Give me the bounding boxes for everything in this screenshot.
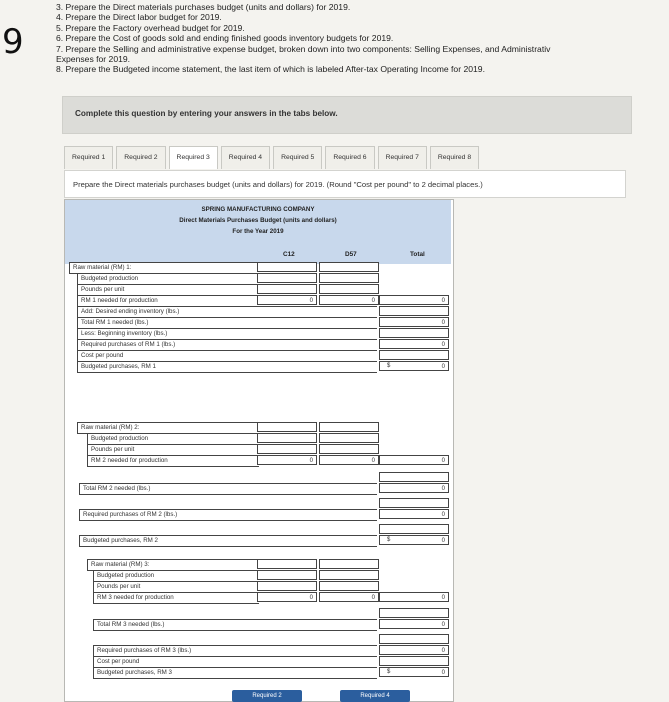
rm3-needed-d57: 0: [319, 592, 379, 602]
rm3-cost-per-pound-label: Cost per pound: [93, 656, 377, 668]
rm1-beginning-inventory-input[interactable]: [379, 328, 449, 338]
table-row: [65, 472, 451, 483]
rm3-required-purchases-label: Required purchases of RM 3 (lbs.): [93, 645, 377, 657]
rm2-needed-c12: 0: [257, 455, 317, 465]
rm2-pounds-c12-input[interactable]: [257, 444, 317, 454]
rm3-ending-inventory-input[interactable]: [379, 608, 449, 618]
instruction-line: 7. Prepare the Selling and administrative expense budget, broken down into two components: Selling Expenses, and Administrativ: [56, 43, 551, 54]
rm2-heading-d57: [319, 422, 379, 432]
tab-required-6[interactable]: Required 6: [325, 146, 374, 169]
prompt-text: Prepare the Direct materials purchases budget (units and dollars) for 2019. (Round "Cost per pound" to 2 decimal places.): [73, 180, 483, 189]
rm3-budgeted-production-d57-input[interactable]: [319, 570, 379, 580]
tab-required-4[interactable]: Required 4: [221, 146, 270, 169]
table-row: [65, 509, 451, 520]
required-tabs: [64, 146, 482, 170]
rm1-heading-c12: [257, 262, 317, 272]
table-row: [65, 498, 451, 509]
rm2-heading: Raw material (RM) 2:: [77, 422, 259, 434]
rm1-needed-d57: 0: [319, 295, 379, 305]
worksheet-header: [65, 200, 451, 264]
table-row: [65, 645, 451, 656]
rm2-needed-label: RM 2 needed for production: [87, 455, 259, 467]
table-row: [65, 619, 451, 630]
rm3-total-needed-label: Total RM 3 needed (lbs.): [93, 619, 377, 631]
rm3-total-needed-value: 0: [379, 619, 449, 629]
question-number: 9: [2, 22, 24, 62]
rm3-pounds-d57-input[interactable]: [319, 581, 379, 591]
table-row: [65, 306, 451, 317]
rm3-needed-c12: 0: [257, 592, 317, 602]
table-row: [65, 634, 451, 645]
rm3-needed-total: 0: [379, 592, 449, 602]
column-header-total: Total: [410, 251, 425, 258]
rm3-heading-d57: [319, 559, 379, 569]
rm1-pounds-per-unit-label: Pounds per unit: [77, 284, 259, 296]
rm3-pounds-c12-input[interactable]: [257, 581, 317, 591]
rm3-dollar-sign: $: [387, 669, 391, 675]
next-required-button[interactable]: Required 4: [340, 690, 410, 702]
instruction-line: 3. Prepare the Direct materials purchases budget (units and dollars) for 2019.: [56, 2, 351, 12]
rm1-pounds-d57-input[interactable]: [319, 284, 379, 294]
table-row: [65, 284, 451, 295]
instruction-line: 4. Prepare the Direct labor budget for 2019.: [56, 12, 222, 23]
rm1-cost-per-pound-input[interactable]: [379, 350, 449, 360]
rm3-heading-c12: [257, 559, 317, 569]
rm2-budgeted-production-label: Budgeted production: [87, 433, 259, 445]
rm2-needed-total: 0: [379, 455, 449, 465]
rm3-heading: Raw material (RM) 3:: [87, 559, 259, 571]
table-row: [65, 339, 451, 350]
instruction-line: 5. Prepare the Factory overhead budget for 2019.: [56, 22, 245, 33]
prev-required-button[interactable]: Required 2: [232, 690, 302, 702]
rm2-pounds-per-unit-label: Pounds per unit: [87, 444, 259, 456]
instruction-line: 6. Prepare the Cost of goods sold and ending finished goods inventory budgets for 2019.: [56, 33, 394, 44]
budget-worksheet: [64, 199, 454, 702]
rm3-budgeted-production-c12-input[interactable]: [257, 570, 317, 580]
table-row: [65, 455, 451, 466]
tab-required-1[interactable]: Required 1: [64, 146, 113, 169]
budget-period: For the Year 2019: [232, 228, 284, 235]
banner-text: Complete this question by entering your answers in the tabs below.: [75, 109, 338, 118]
rm1-required-purchases-label: Required purchases of RM 1 (lbs.): [77, 339, 377, 351]
table-row: [65, 570, 451, 581]
rm2-budgeted-production-c12-input[interactable]: [257, 433, 317, 443]
budget-title: Direct Materials Purchases Budget (units and dollars): [179, 217, 337, 224]
table-row: [65, 433, 451, 444]
rm3-required-purchases-value: 0: [379, 645, 449, 655]
rm3-budgeted-purchases-label: Budgeted purchases, RM 3: [93, 667, 377, 679]
rm1-required-purchases-value: 0: [379, 339, 449, 349]
rm3-pounds-per-unit-label: Pounds per unit: [93, 581, 259, 593]
table-row: [65, 483, 451, 494]
table-row: [65, 350, 451, 361]
rm2-ending-inventory-input[interactable]: [379, 472, 449, 482]
rm1-needed-total: 0: [379, 295, 449, 305]
table-row: [65, 262, 451, 273]
rm1-total-needed-value: 0: [379, 317, 449, 327]
table-row: [65, 656, 451, 667]
rm1-cost-per-pound-label: Cost per pound: [77, 350, 377, 362]
rm2-total-needed-label: Total RM 2 needed (lbs.): [79, 483, 377, 495]
table-row: [65, 273, 451, 284]
table-row: [65, 524, 451, 535]
rm1-budgeted-purchases-label: Budgeted purchases, RM 1: [77, 361, 377, 373]
rm3-budgeted-production-label: Budgeted production: [93, 570, 259, 582]
rm2-required-purchases-value: 0: [379, 509, 449, 519]
table-row: [65, 444, 451, 455]
rm2-needed-d57: 0: [319, 455, 379, 465]
rm1-budgeted-production-c12-input[interactable]: [257, 273, 317, 283]
tab-required-7[interactable]: Required 7: [378, 146, 427, 169]
question-prompt: [64, 170, 626, 198]
instruction-line: 8. Prepare the Budgeted income statement, the last item of which is labeled After-tax Operating Income for 2019.: [56, 64, 485, 75]
column-header-c12: C12: [283, 251, 295, 258]
rm1-needed-label: RM 1 needed for production: [77, 295, 259, 307]
tab-required-2[interactable]: Required 2: [116, 146, 165, 169]
table-row: [65, 559, 451, 570]
rm1-budgeted-purchases-value: 0: [379, 361, 449, 371]
instructions-banner: [62, 96, 632, 134]
column-header-d57: D57: [345, 251, 357, 258]
rm3-budgeted-purchases-value: 0: [379, 667, 449, 677]
table-row: [65, 361, 451, 372]
rm2-budgeted-production-d57-input[interactable]: [319, 433, 379, 443]
rm3-beginning-inventory-input[interactable]: [379, 634, 449, 644]
table-row: [65, 592, 451, 603]
tab-required-8[interactable]: Required 8: [430, 146, 479, 169]
rm1-dollar-sign: $: [387, 363, 391, 369]
table-row: [65, 328, 451, 339]
rm3-needed-label: RM 3 needed for production: [93, 592, 259, 604]
rm3-cost-per-pound-input[interactable]: [379, 656, 449, 666]
rm1-budgeted-production-d57-input[interactable]: [319, 273, 379, 283]
rm1-ending-inventory-input[interactable]: [379, 306, 449, 316]
rm2-pounds-d57-input[interactable]: [319, 444, 379, 454]
rm1-heading-d57: [319, 262, 379, 272]
rm2-budgeted-purchases-value: 0: [379, 535, 449, 545]
company-name: SPRING MANUFACTURING COMPANY: [201, 206, 315, 213]
table-row: [65, 422, 451, 433]
rm2-beginning-inventory-input[interactable]: [379, 498, 449, 508]
table-row: [65, 535, 451, 546]
rm1-less-beginning-label: Less: Beginning inventory (lbs.): [77, 328, 377, 340]
instruction-line: Expenses for 2019.: [56, 54, 131, 65]
rm1-budgeted-production-label: Budgeted production: [77, 273, 259, 285]
rm2-total-needed-value: 0: [379, 483, 449, 493]
table-row: [65, 581, 451, 592]
table-row: [65, 295, 451, 306]
tab-required-5[interactable]: Required 5: [273, 146, 322, 169]
rm1-needed-c12: 0: [257, 295, 317, 305]
table-row: [65, 667, 451, 678]
rm1-pounds-c12-input[interactable]: [257, 284, 317, 294]
rm1-total-needed-label: Total RM 1 needed (lbs.): [77, 317, 377, 329]
rm2-heading-c12: [257, 422, 317, 432]
rm1-heading: Raw material (RM) 1:: [69, 262, 259, 274]
table-row: [65, 608, 451, 619]
rm2-required-purchases-label: Required purchases of RM 2 (lbs.): [79, 509, 377, 521]
instructions: [56, 2, 669, 75]
table-row: [65, 317, 451, 328]
tab-required-3[interactable]: Required 3: [169, 146, 218, 169]
rm2-dollar-sign: $: [387, 537, 391, 543]
rm1-add-ending-label: Add: Desired ending inventory (lbs.): [77, 306, 377, 318]
rm2-cost-per-pound-input[interactable]: [379, 524, 449, 534]
rm2-budgeted-purchases-label: Budgeted purchases, RM 2: [79, 535, 377, 547]
